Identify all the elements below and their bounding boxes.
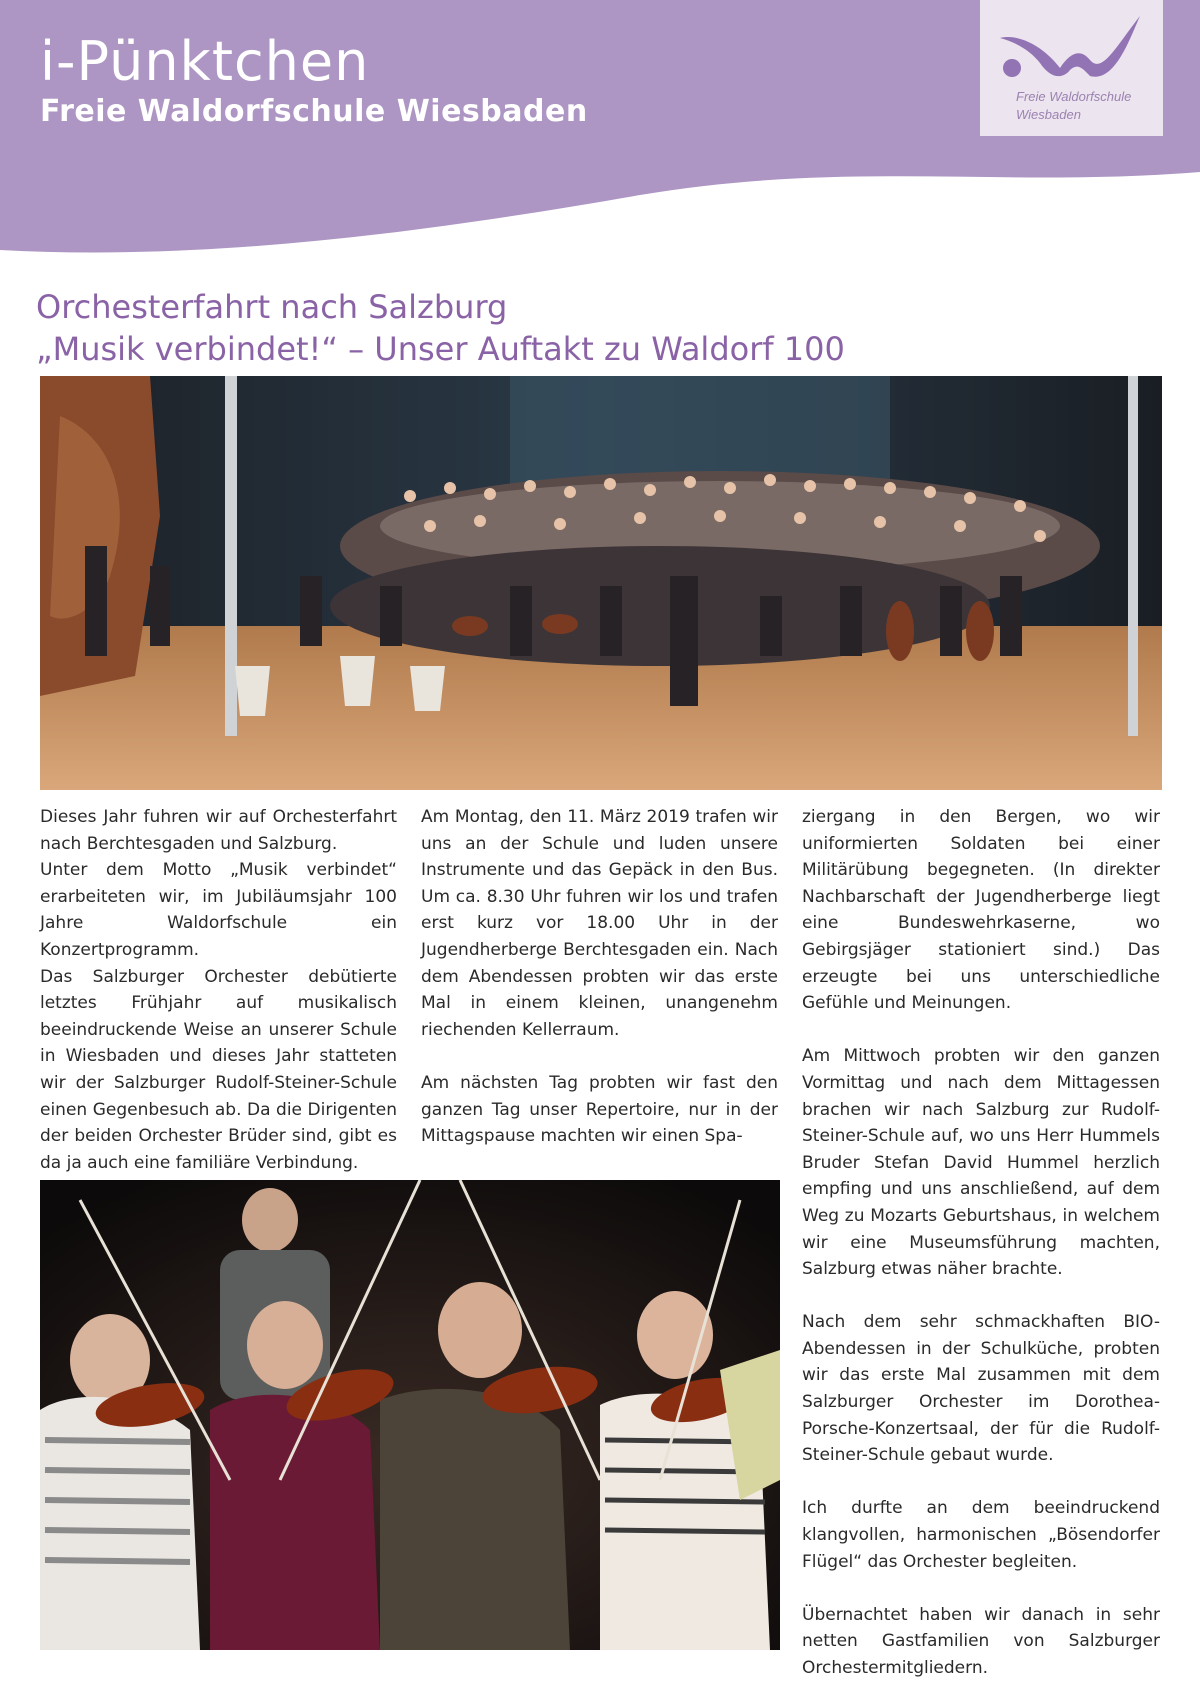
article-column-1 [40,804,397,1176]
paragraph: Unter dem Motto „Musik verbindet“ erarbeiteten wir, im Jubiläumsjahr 100 Jahre Waldorfschule ein Konzertprogramm. [40,860,397,960]
paragraph: Ich durfte an dem beeindruckend klangvollen, harmonischen „Bösendorfer Flügel“ das Orchester begleiten. [802,1498,1160,1572]
paragraph: ziergang in den Bergen, wo wir uniformierten Soldaten bei einer Militärübung begegneten. (In direkter Nachbarschaft der Jugendherberge liegt eine Bundeswehrkaserne, wo Gebirgsjäger stationiert sind.) Das erzeugte bei uns unterschiedliche Gefühle und Meinungen. [802,807,1160,1014]
logo-caption: Freie Waldorfschule Wiesbaden [1016,89,1132,122]
violinists-photo [40,1180,780,1650]
article-column-2 [421,804,778,1150]
orchestra-stage-photo [40,376,1162,790]
paragraph: Das Salzburger Orchester debütierte letztes Frühjahr auf musikalisch beeindruckende Weise an unserer Schule in Wiesbaden und dieses Jahr statteten wir der Salzburger Rudolf-Steiner-Schule einen Gegenbesuch ab. Da die Dirigenten der beiden Orchester Brüder sind, gibt es da ja auch eine familiäre Verbindung. [40,966,397,1173]
newsletter-title: i-Pünktchen [40,30,370,93]
article-headline [36,286,845,370]
waldorf-logo-icon [990,8,1155,88]
paragraph: Am Montag, den 11. März 2019 trafen wir uns an der Schule und luden unsere Instrumente und das Gepäck in den Bus. Um ca. 8.30 Uhr fuhren wir los und trafen erst kurz vor 18.00 Uhr in der Jugendherberge Berchtesgaden ein. Nach dem Abendessen probten wir das erste Mal in einem kleinen, unangenehm riechenden Kellerraum. [421,807,778,1040]
paragraph: Am Mittwoch probten wir den ganzen Vormittag und nach dem Mittagessen brachen wir nach Salzburg zur Rudolf-Steiner-Schule auf, wo uns Herr Hummels Bruder Stefan David Hummel herzlich empfing und uns anschließend, auf dem Weg zu Mozarts Geburtshaus, in welchem wir eine Museumsführung machten, Salzburg etwas näher brachte. [802,1046,1160,1280]
newsletter-subtitle: Freie Waldorfschule Wiesbaden [40,94,588,129]
school-logo [980,0,1163,136]
headline-line-1: Orchesterfahrt nach Salzburg [36,288,508,326]
paragraph: Nach dem sehr schmackhaften BIO-Abendessen in der Schulküche, probten wir das erste Mal zusammen mit dem Salzburger Orchester im Dorothea-Porsche-Konzertsaal, der für die Rudolf-Steiner-Schule gebaut wurde. [802,1312,1160,1466]
paragraph: Am nächsten Tag probten wir fast den ganzen Tag unser Repertoire, nur in der Mittagspause machten wir einen Spa- [421,1072,778,1147]
paragraph: Dieses Jahr fuhren wir auf Orchesterfahrt nach Berchtesgaden und Salzburg. [40,807,397,854]
paragraph: Übernachtet haben wir danach in sehr netten Gastfamilien von Salzburger Orchestermitgliedern. [802,1604,1160,1678]
headline-line-2: „Musik verbindet!“ – Unser Auftakt zu Waldorf 100 [36,330,845,368]
article-column-3 [802,804,1160,1682]
